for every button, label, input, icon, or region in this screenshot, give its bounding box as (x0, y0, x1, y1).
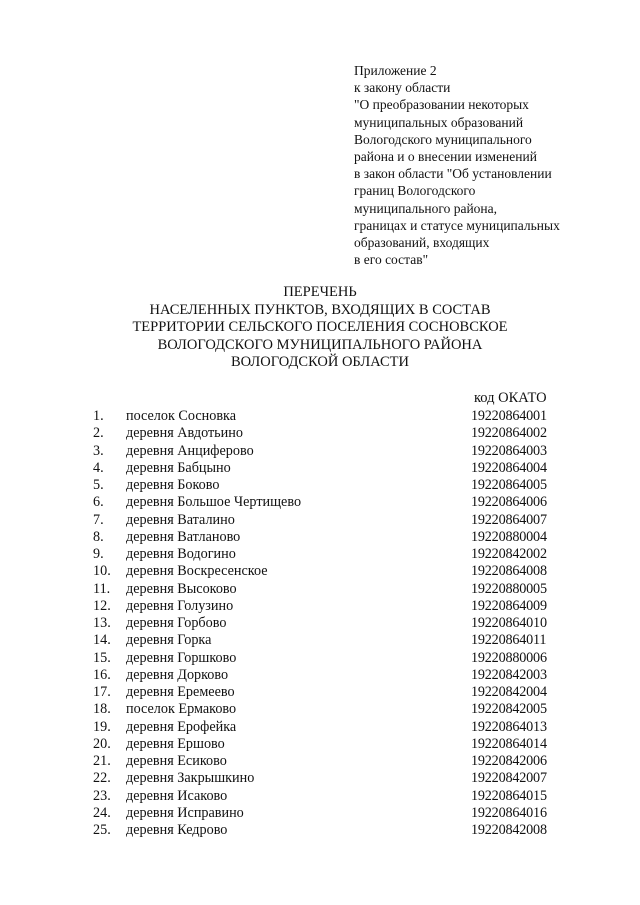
settlement-name: деревня Авдотьино (126, 425, 243, 442)
okato-code: 19220842006 (471, 753, 547, 769)
okato-code: 19220864002 (471, 425, 547, 442)
settlement-name: поселок Сосновка (126, 408, 236, 424)
annex-line: в его состав" (354, 252, 429, 268)
settlement-name: деревня Бабцыно (126, 459, 231, 476)
row-number: 23. (93, 787, 111, 804)
settlement-name: деревня Анциферово (126, 442, 254, 459)
settlement-name: деревня Исаково (126, 787, 228, 804)
settlement-name: деревня Горшково (126, 649, 237, 666)
okato-code: 19220864001 (471, 408, 547, 424)
table-row (0, 512, 640, 529)
settlement-name: деревня Ерофейка (126, 718, 237, 735)
okato-code: 19220864010 (471, 615, 547, 631)
row-number: 7. (93, 511, 104, 528)
table-row (0, 684, 640, 701)
okato-code: 19220864014 (471, 735, 547, 752)
table-row (0, 770, 640, 787)
okato-code: 19220864013 (471, 718, 547, 735)
row-number: 25. (93, 822, 111, 838)
row-number: 9. (93, 546, 104, 562)
row-number: 14. (93, 632, 111, 649)
title-line: ПЕРЕЧЕНЬ (283, 284, 357, 300)
row-number: 5. (93, 477, 104, 493)
row-number: 8. (93, 528, 104, 545)
settlement-name: деревня Кедрово (126, 822, 228, 838)
row-number: 1. (93, 408, 104, 424)
okato-code: 19220842008 (471, 822, 547, 838)
okato-code: 19220880006 (471, 649, 547, 666)
row-number: 10. (93, 563, 111, 580)
settlement-name: деревня Горка (126, 632, 212, 649)
table-row (0, 546, 640, 563)
okato-column-header: код ОКАТО (474, 390, 547, 406)
annex-line: в закон области "Об установлении (354, 166, 552, 182)
row-number: 24. (93, 804, 111, 821)
row-number: 15. (93, 649, 111, 666)
table-row (0, 563, 640, 580)
title-line: ТЕРРИТОРИИ СЕЛЬСКОГО ПОСЕЛЕНИЯ СОСНОВСКОЕ (132, 319, 508, 335)
row-number: 17. (93, 684, 111, 700)
annex-line: границ Вологодского (354, 183, 476, 199)
table-row (0, 425, 640, 442)
settlement-name: деревня Закрышкино (126, 770, 255, 787)
settlement-name: деревня Дорково (126, 666, 229, 683)
settlement-name: деревня Есиково (126, 753, 227, 769)
row-number: 4. (93, 459, 104, 476)
settlement-name: деревня Водогино (126, 546, 236, 562)
table-row (0, 615, 640, 632)
annex-line: границах и статусе муниципальных (354, 217, 560, 233)
okato-code: 19220880004 (471, 528, 547, 545)
row-number: 22. (93, 770, 111, 787)
table-row (0, 736, 640, 753)
table-row (0, 719, 640, 736)
row-number: 18. (93, 701, 111, 718)
okato-code: 19220864009 (471, 597, 547, 614)
table-row (0, 650, 640, 667)
settlement-name: деревня Боково (126, 477, 220, 493)
table-row (0, 667, 640, 684)
settlement-name: деревня Ватланово (126, 528, 241, 545)
table-row (0, 581, 640, 598)
annex-line: муниципального района, (354, 200, 498, 216)
okato-code: 19220864007 (471, 511, 547, 528)
table-row (0, 701, 640, 718)
annex-line: района и о внесении изменений (354, 149, 537, 165)
okato-code: 19220842007 (471, 770, 547, 787)
settlement-name: деревня Еремеево (126, 684, 235, 700)
okato-code: 19220864011 (471, 632, 547, 649)
title-line: ВОЛОГОДСКОЙ ОБЛАСТИ (231, 354, 409, 370)
table-row (0, 788, 640, 805)
table-row (0, 529, 640, 546)
row-number: 19. (93, 718, 111, 735)
row-number: 2. (93, 425, 104, 442)
table-row (0, 460, 640, 477)
okato-code: 19220842002 (471, 546, 547, 562)
title-line: ВОЛОГОДСКОГО МУНИЦИПАЛЬНОГО РАЙОНА (157, 336, 483, 353)
table-row (0, 494, 640, 511)
annex-line: муниципальных образований (354, 114, 524, 130)
row-number: 12. (93, 597, 111, 614)
row-number: 11. (93, 580, 111, 597)
table-row (0, 408, 640, 425)
row-number: 13. (93, 615, 111, 631)
row-number: 3. (93, 442, 104, 459)
table-row (0, 805, 640, 822)
settlement-name: деревня Ваталино (126, 511, 235, 528)
annex-note (354, 62, 604, 268)
table-row (0, 598, 640, 615)
annex-line: образований, входящих (354, 235, 490, 251)
table-row (0, 822, 640, 839)
okato-code: 19220842004 (471, 684, 547, 700)
row-number: 21. (93, 753, 111, 769)
settlement-name: поселок Ермаково (126, 701, 237, 718)
row-number: 6. (93, 494, 104, 511)
okato-code: 19220880005 (471, 580, 547, 597)
settlement-name: деревня Высоково (126, 580, 237, 597)
table-row (0, 632, 640, 649)
table-row (0, 443, 640, 460)
document-title (0, 284, 640, 372)
settlement-name: деревня Большое Чертищево (126, 494, 302, 511)
settlement-name: деревня Голузино (126, 597, 234, 614)
okato-code: 19220842003 (471, 666, 547, 683)
table-row (0, 753, 640, 770)
annex-line: к закону области (354, 80, 451, 96)
okato-code: 19220864005 (471, 477, 547, 493)
annex-line: "О преобразовании некоторых (354, 97, 529, 113)
settlement-name: деревня Исправино (126, 804, 244, 821)
okato-code: 19220864008 (471, 563, 547, 580)
annex-line: Вологодского муниципального (354, 131, 532, 147)
annex-line: Приложение 2 (354, 63, 437, 78)
settlement-name: деревня Воскресенское (126, 563, 268, 580)
okato-code: 19220864003 (471, 442, 547, 459)
settlement-list (0, 408, 640, 839)
okato-code: 19220864006 (471, 494, 547, 511)
okato-code: 19220864015 (471, 787, 547, 804)
settlement-name: деревня Ершово (126, 735, 225, 752)
okato-code: 19220864004 (471, 459, 547, 476)
settlement-name: деревня Горбово (126, 615, 227, 631)
title-line: НАСЕЛЕННЫХ ПУНКТОВ, ВХОДЯЩИХ В СОСТАВ (149, 301, 491, 318)
okato-code: 19220864016 (471, 804, 547, 821)
table-row (0, 477, 640, 494)
okato-code: 19220842005 (471, 701, 547, 718)
row-number: 20. (93, 735, 111, 752)
row-number: 16. (93, 666, 111, 683)
